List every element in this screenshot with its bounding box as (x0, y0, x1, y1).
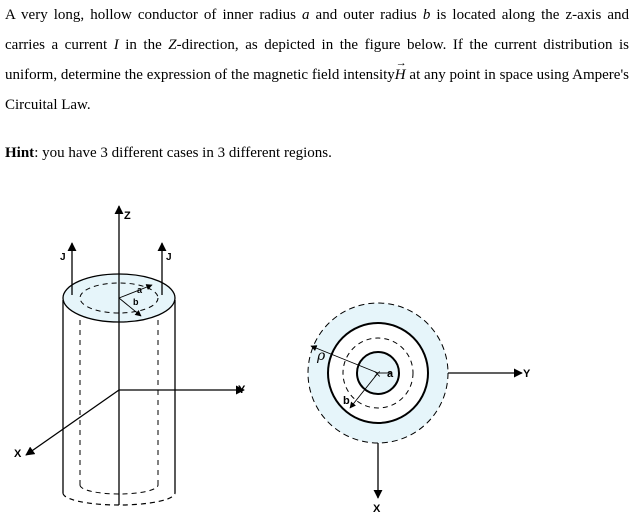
problem-text-5: -direction, as depicted in the figure below. If the current distribution is uniform, determine the expression of the magnetic field intensity (5, 37, 629, 83)
cross-x-label: X (373, 503, 381, 515)
cross-section-figure (308, 303, 531, 515)
hint-text: : you have 3 different cases in 3 different regions. (34, 145, 332, 161)
cylinder-figure (14, 206, 246, 505)
problem-text-1: A very long, hollow conductor of inner radius (5, 7, 303, 23)
hint-label: Hint (5, 145, 35, 161)
j-label-right: J (166, 252, 172, 263)
cross-label-a: a (387, 368, 394, 380)
cyl-label-b: b (133, 297, 139, 307)
z-axis-label: Z (124, 210, 131, 222)
symbol-Z: Z (168, 37, 177, 53)
center-mark: × (373, 369, 382, 380)
y-axis-label: Y (238, 384, 246, 396)
symbol-b: b (422, 7, 431, 23)
problem-text-3: is located along the z-axis and carries a current (5, 7, 629, 53)
symbol-I: I (113, 37, 119, 53)
symbol-H-vector: → H (395, 60, 406, 90)
cross-y-label: Y (523, 368, 531, 380)
cyl-label-a: a (137, 285, 143, 295)
j-label-left: J (60, 252, 66, 263)
cross-label-b: b (343, 395, 350, 407)
x-axis-label: X (14, 448, 22, 460)
problem-text-6: at any point in space using Ampere's Circuital Law. (5, 67, 629, 113)
problem-text-2: and outer radius (309, 7, 423, 23)
symbol-a: a (302, 7, 310, 23)
rho-label: ρ (317, 348, 326, 364)
problem-text-4: in the (118, 37, 169, 53)
